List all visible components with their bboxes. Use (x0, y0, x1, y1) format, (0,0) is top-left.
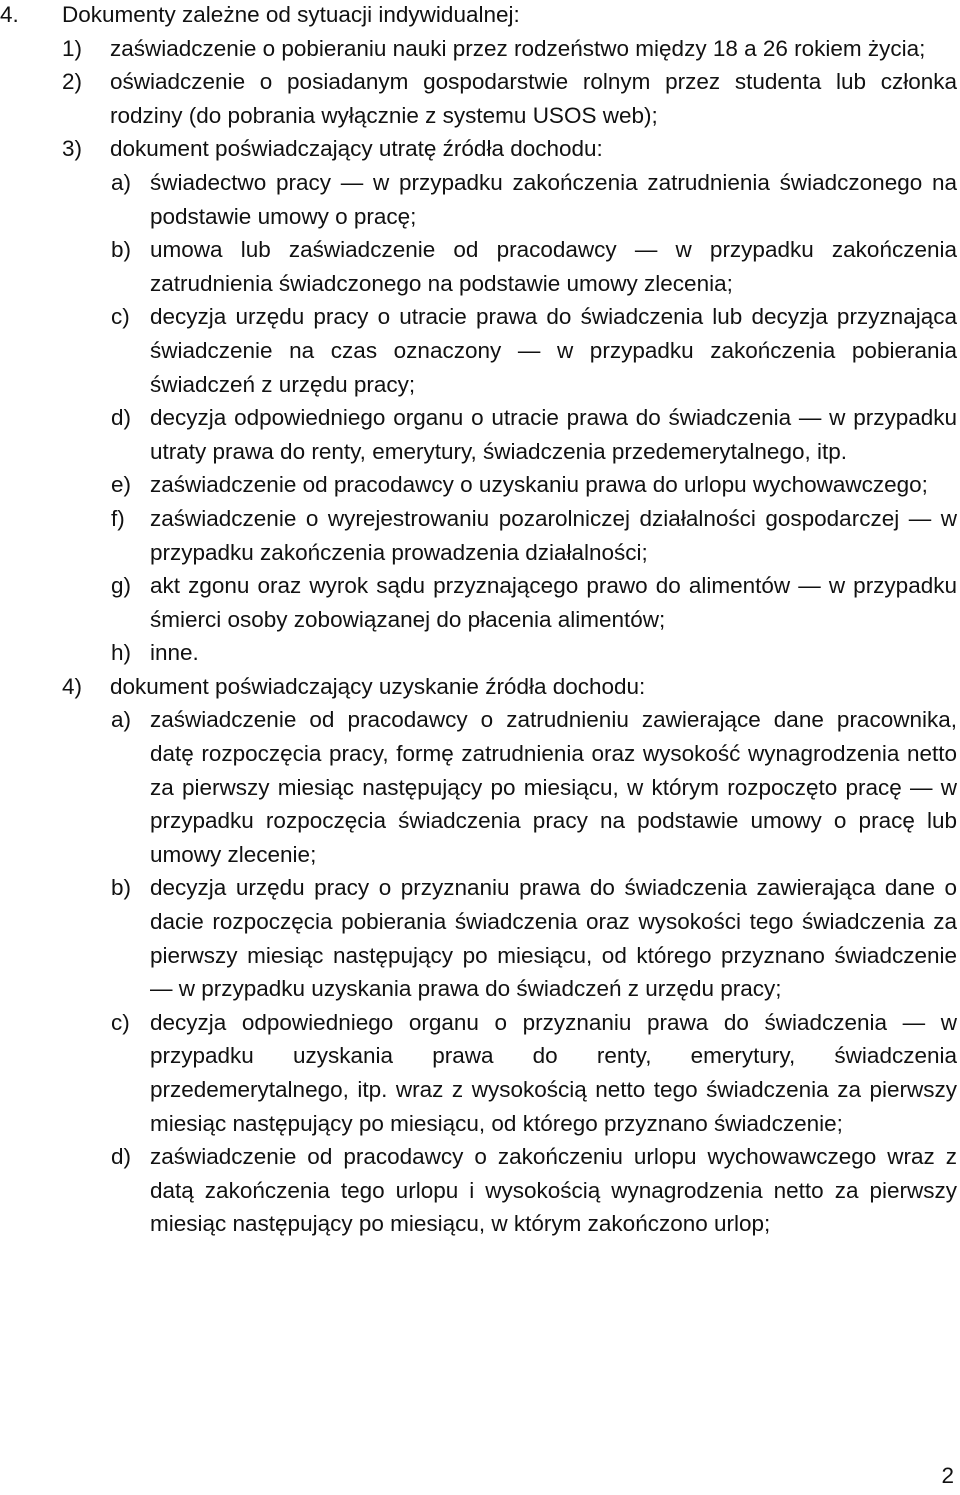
sub-list-item (0, 401, 957, 468)
list-item-text: zaświadczenie o pobieraniu nauki przez rodzeństwo między 18 a 26 rokiem życia; (110, 35, 926, 61)
sub-list-item-letter: a) (111, 169, 132, 195)
sub-list-item-letter: g) (111, 573, 132, 599)
section-title: Dokumenty zależne od sytuacji indywidualnej: (62, 2, 520, 27)
sub-list-item (0, 871, 957, 1005)
sub-list-item (0, 1006, 957, 1140)
list-item-text: oświadczenie o posiadanym gospodarstwie rolnym przez studenta lub członka rodziny (do pobrania wyłącznie z systemu USOS web); (110, 69, 957, 128)
sub-list-item-text: decyzja odpowiedniego organu o utracie prawa do świadczenia — w przypadku utraty prawa do renty, emerytury, świadczenia przedemerytalnego, itp. (150, 405, 957, 464)
list-item-text: dokument poświadczający utratę źródła dochodu: (110, 136, 603, 162)
sub-list-item-letter: a) (111, 707, 132, 733)
sub-list-item-letter: e) (111, 472, 132, 498)
list-item (0, 32, 957, 66)
sub-list-item-text: decyzja odpowiedniego organu o przyznaniu prawa do świadczenia — w przypadku uzyskania prawa do renty, emerytury, świadczenia przedemerytalnego, itp. wraz z wysokością netto tego świadczenia za pierwszy miesiąc następujący po miesiącu, od którego przyznano świadczenie; (150, 1009, 957, 1136)
sub-list-item (0, 166, 957, 233)
section-number: 4. (0, 2, 19, 27)
list-item (0, 670, 957, 704)
list-item-number: 3) (62, 136, 83, 162)
sub-list-item (0, 468, 957, 502)
sub-list-item-letter: b) (111, 237, 132, 263)
sub-list-item (0, 569, 957, 636)
sub-list-item-text: zaświadczenie od pracodawcy o zakończeniu urlopu wychowawczego wraz z datą zakończenia tego urlopu i wysokością wynagrodzenia netto za pierwszy miesiąc następujący po miesiącu, w którym zakończono urlop; (150, 1144, 957, 1237)
list-item-number: 1) (62, 35, 83, 61)
sub-list-item-letter: c) (111, 304, 130, 330)
sub-list-item-text: akt zgonu oraz wyrok sądu przyznającego prawo do alimentów — w przypadku śmierci osoby zobowiązanej do płacenia alimentów; (150, 573, 957, 632)
sub-list-item-text: świadectwo pracy — w przypadku zakończenia zatrudnienia świadczonego na podstawie umowy o pracę; (150, 169, 957, 229)
sub-list-item-text: inne. (150, 640, 199, 666)
sub-list-item (0, 1140, 957, 1241)
list-item (0, 132, 957, 166)
sub-list-item (0, 300, 957, 401)
sub-list-item (0, 502, 957, 569)
sub-list-item-text: zaświadczenie od pracodawcy o uzyskaniu prawa do urlopu wychowawczego; (150, 472, 928, 498)
section-heading (0, 0, 957, 32)
sub-list-item-letter: d) (111, 405, 132, 431)
sub-list-item-text: umowa lub zaświadczenie od pracodawcy — w przypadku zakończenia zatrudnienia świadczonego na podstawie umowy zlecenia; (150, 237, 957, 296)
sub-list-item-letter: f) (111, 505, 125, 531)
list-item-text: dokument poświadczający uzyskanie źródła dochodu: (110, 673, 646, 699)
sub-list-item-letter: b) (111, 875, 132, 901)
list-item-number: 2) (62, 69, 83, 95)
sub-list-item-text: zaświadczenie od pracodawcy o zatrudnieniu zawierające dane pracownika, datę rozpoczęcia pracy, formę zatrudnienia oraz wysokość wynagrodzenia netto za pierwszy miesiąc następujący po miesiącu, w którym rozpoczęto pracę — w przypadku rozpoczęcia świadczenia pracy na podstawie umowy o pracę lub umowy zlecenie; (150, 707, 957, 867)
sub-list-item (0, 636, 957, 670)
sub-list-item-letter: h) (111, 640, 132, 666)
page-number: 2 (941, 1463, 954, 1488)
sub-list-item-text: decyzja urzędu pracy o utracie prawa do świadczenia lub decyzja przyznająca świadczenie na czas oznaczony — w przypadku zakończenia pobierania świadczeń z urzędu pracy; (150, 304, 957, 397)
list-item-number: 4) (62, 673, 83, 699)
sub-list-item-letter: d) (111, 1144, 132, 1170)
sub-list-item-text: decyzja urzędu pracy o przyznaniu prawa do świadczenia zawierająca dane o dacie rozpoczęcia pobierania świadczenia oraz wysokości tego świadczenia za pierwszy miesiąc następujący po miesiącu, od którego przyznano świadczenie — w przypadku uzyskania prawa do świadczeń z urzędu pracy; (150, 875, 957, 1002)
sub-list-item (0, 233, 957, 300)
sub-list-item-letter: c) (111, 1009, 130, 1035)
list-item (0, 65, 957, 132)
sub-list-item (0, 703, 957, 871)
sub-list-item-text: zaświadczenie o wyrejestrowaniu pozarolniczej działalności gospodarczej — w przypadku zakończenia prowadzenia działalności; (150, 505, 957, 565)
